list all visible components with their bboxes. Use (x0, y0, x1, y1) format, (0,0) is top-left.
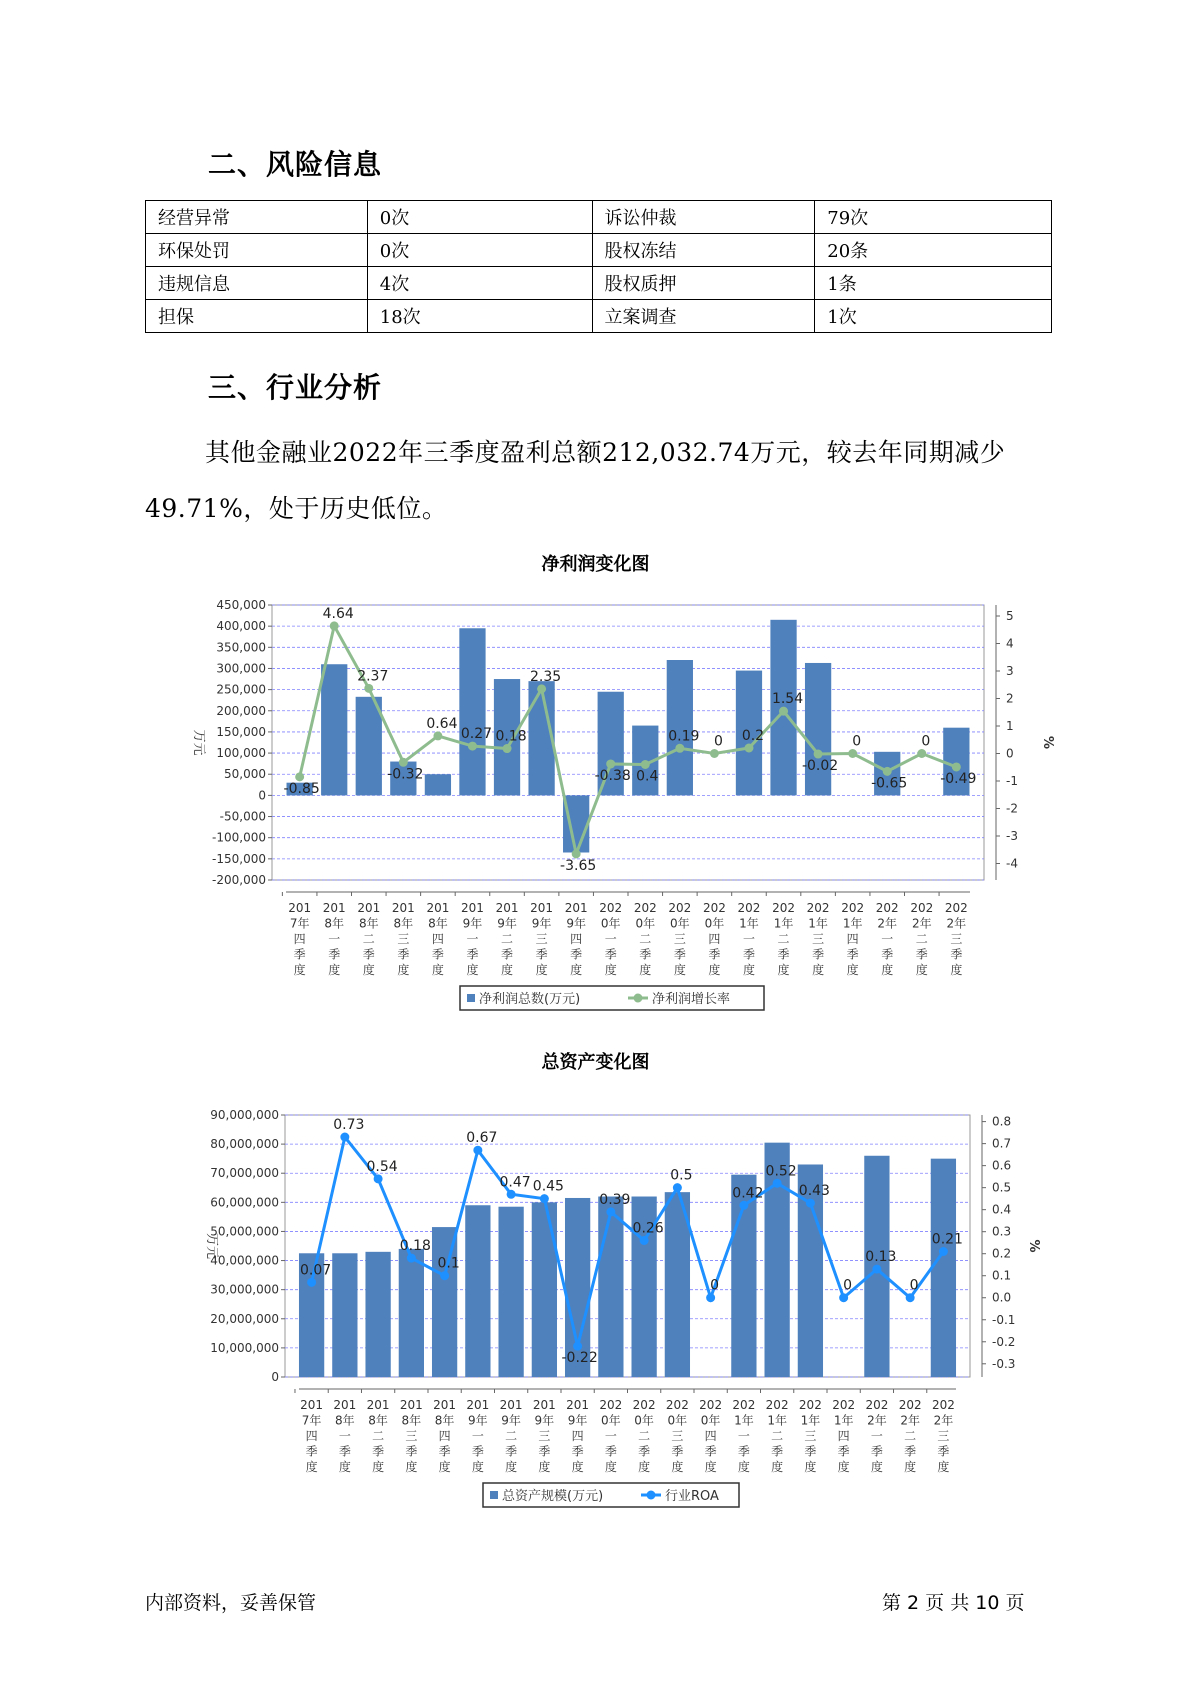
x-tick-label: 202 1年二季度 (765, 1398, 789, 1474)
legend-bar-label: 净利润总数(万元) (479, 992, 581, 1007)
y2-tick-label: 0.0 (992, 1290, 1012, 1305)
x-tick-label: 202 1年二季度 (772, 901, 795, 977)
risk-item-label: 股权冻结 (592, 234, 815, 267)
data-label: 0.47 (499, 1174, 531, 1191)
line-point (364, 684, 373, 693)
line-point (779, 707, 788, 716)
x-tick-label: 201 9年二季度 (495, 901, 519, 977)
x-tick-label: 201 8年二季度 (366, 1398, 390, 1474)
y2-tick-label: 2 (1006, 691, 1014, 706)
y2-tick-label: 3 (1006, 664, 1014, 678)
x-tick-label: 201 9年四季度 (566, 1398, 590, 1474)
y-tick-label: 250,000 (216, 682, 266, 697)
data-label: 0.07 (300, 1262, 332, 1279)
x-tick-label: 202 0年二季度 (633, 901, 657, 977)
x-tick-label: 201 8年三季度 (399, 1398, 423, 1474)
y2-tick-label: 5 (1006, 609, 1014, 623)
line-point (440, 1271, 449, 1280)
data-label: 1.54 (771, 691, 804, 708)
legend-bar-swatch (467, 994, 475, 1002)
data-label: 0.1 (437, 1255, 460, 1272)
line-point (473, 1146, 482, 1155)
y-tick-label: 0 (258, 788, 266, 803)
line-point (407, 1254, 416, 1263)
data-label: 0.43 (798, 1183, 830, 1200)
data-label: 0 (710, 1277, 720, 1294)
line-point (739, 1201, 748, 1210)
section-title-industry: 三、行业分析 (208, 371, 383, 404)
risk-item-value: 0次 (367, 201, 592, 234)
x-tick-label: 202 2年二季度 (898, 1398, 922, 1474)
risk-table-row (146, 234, 1052, 267)
y2-tick-label: -0.1 (992, 1312, 1016, 1327)
line-point (330, 621, 339, 630)
y2-axis-label: % (1026, 1239, 1041, 1253)
line-point (537, 684, 546, 693)
risk-item-value: 1次 (815, 300, 1052, 333)
y-tick-label: 350,000 (216, 640, 266, 655)
y-tick-label: 50,000,000 (210, 1224, 279, 1239)
data-label: 0.26 (632, 1220, 664, 1237)
risk-item-label: 诉讼仲裁 (592, 201, 815, 234)
net-profit-chart (0, 578, 1191, 1007)
bar (598, 1197, 623, 1377)
legend-line-label: 行业ROA (665, 1489, 719, 1504)
x-tick-label: 202 0年三季度 (668, 901, 692, 977)
line-point (806, 1199, 815, 1208)
y2-tick-label: -1 (1006, 774, 1018, 788)
x-tick-label: 201 8年四季度 (433, 1398, 457, 1474)
line-point (773, 1179, 782, 1188)
x-tick-label: 201 8年二季度 (357, 901, 381, 977)
legend-bar-label: 总资产规模(万元) (502, 1489, 604, 1504)
x-tick-label: 202 1年一季度 (732, 1398, 756, 1474)
data-label: 0.27 (460, 726, 493, 743)
data-label: 0.39 (599, 1191, 631, 1208)
line-point (872, 1265, 881, 1274)
bar (399, 1249, 424, 1377)
y2-tick-label: 0.3 (992, 1224, 1012, 1239)
data-label: 0.5 (670, 1167, 693, 1184)
data-label: -0.49 (940, 770, 977, 787)
data-label: -0.85 (283, 780, 320, 797)
y-tick-label: 90,000,000 (210, 1108, 279, 1122)
line-point (710, 749, 719, 758)
x-tick-label: 202 2年一季度 (865, 1398, 889, 1474)
bar (498, 1207, 523, 1377)
line-point (917, 749, 926, 758)
data-label: 0.42 (732, 1185, 764, 1202)
data-label: 0 (713, 733, 723, 750)
data-label: -0.38 (594, 767, 631, 784)
data-label: 0.64 (426, 715, 458, 732)
footer-page-number: 第 2 页 共 10 页 (882, 1592, 1025, 1614)
x-tick-label: 201 9年四季度 (564, 901, 588, 977)
risk-item-label: 股权质押 (592, 267, 815, 300)
data-label: 2.37 (357, 668, 389, 685)
risk-table-row (146, 300, 1052, 333)
section-title-risk: 二、风险信息 (208, 148, 383, 181)
y-tick-label: 200,000 (216, 703, 266, 718)
bar (321, 664, 347, 795)
risk-item-label: 担保 (146, 300, 368, 333)
chart-title-net-profit: 净利润变化图 (541, 554, 650, 575)
y-tick-label: 60,000,000 (210, 1195, 279, 1210)
data-label: 0 (843, 1277, 853, 1294)
data-label: -0.32 (387, 766, 424, 783)
line-point (374, 1174, 383, 1183)
x-tick-label: 201 9年三季度 (532, 1398, 556, 1474)
y-tick-label: 100,000 (216, 746, 266, 761)
x-tick-label: 201 8年三季度 (391, 901, 415, 977)
x-tick-label: 202 0年四季度 (699, 1398, 723, 1474)
x-tick-label: 202 1年三季度 (798, 1398, 822, 1474)
x-tick-label: 202 2年三季度 (931, 1398, 955, 1474)
y2-tick-label: 0.1 (992, 1268, 1012, 1283)
data-label: 0.67 (466, 1130, 498, 1147)
data-label: 0.4 (636, 768, 659, 785)
y-tick-label: 20,000,000 (210, 1311, 279, 1326)
y-tick-label: 30,000,000 (210, 1282, 279, 1297)
y-tick-label: 70,000,000 (210, 1166, 279, 1181)
y-tick-label: -200,000 (212, 873, 266, 887)
y-tick-label: 0 (271, 1370, 279, 1384)
y2-tick-label: 0.8 (992, 1114, 1012, 1129)
x-tick-label: 202 0年四季度 (702, 901, 726, 977)
x-tick-label: 202 0年二季度 (632, 1398, 656, 1474)
data-label: 0.18 (495, 728, 527, 745)
line-point (433, 731, 442, 740)
y-tick-label: 40,000,000 (210, 1253, 279, 1268)
bar (805, 663, 831, 795)
risk-item-value: 1条 (815, 267, 1052, 300)
y-tick-label: 400,000 (216, 619, 266, 634)
y2-tick-label: 0.2 (992, 1246, 1012, 1261)
y2-tick-label: -2 (1006, 801, 1018, 816)
bar (356, 697, 382, 796)
x-tick-label: 202 2年一季度 (875, 901, 899, 977)
footer-note: 内部资料，妥善保管 (145, 1592, 317, 1614)
y2-tick-label: -4 (1006, 856, 1018, 871)
x-tick-label: 202 2年三季度 (944, 901, 968, 977)
y2-tick-label: -0.2 (992, 1334, 1016, 1349)
line-point (507, 1190, 516, 1199)
bar (465, 1205, 490, 1377)
data-label: 0.45 (532, 1178, 564, 1195)
x-tick-label: 201 8年四季度 (426, 901, 450, 977)
y2-tick-label: 1 (1006, 719, 1014, 733)
line-point (744, 744, 753, 753)
y2-tick-label: 0.6 (992, 1158, 1012, 1173)
y-tick-label: 150,000 (216, 724, 266, 739)
bar (332, 1253, 357, 1377)
y-tick-label: 80,000,000 (210, 1137, 279, 1152)
y2-tick-label: 0.5 (992, 1180, 1012, 1195)
data-label: -0.22 (561, 1350, 598, 1367)
x-tick-label: 201 9年一季度 (461, 901, 484, 977)
bar (432, 1227, 460, 1377)
risk-item-label: 违规信息 (146, 267, 368, 300)
industry-paragraph-text: 其他金融业2022年三季度盈利总额212,032.74万元，较去年同期减少49.71%，处于历史低位。 (145, 438, 1006, 523)
line-point (540, 1194, 549, 1203)
chart-title-total-assets: 总资产变化图 (541, 1052, 650, 1073)
risk-item-label: 经营异常 (146, 201, 368, 234)
legend-bar-swatch (490, 1491, 498, 1499)
data-label: 0.13 (865, 1249, 897, 1266)
y-tick-label: 50,000 (224, 767, 266, 782)
y-axis-label: 万元 (191, 729, 206, 756)
legend-line-label: 净利润增长率 (652, 992, 731, 1007)
line-point (606, 1207, 615, 1216)
risk-item-label: 立案调查 (592, 300, 815, 333)
data-label: 0.54 (366, 1158, 398, 1175)
line-point (640, 1236, 649, 1245)
risk-item-value: 0次 (367, 234, 592, 267)
x-tick-label: 201 9年一季度 (466, 1398, 490, 1474)
x-tick-label: 202 1年四季度 (832, 1398, 856, 1474)
bar (532, 1202, 557, 1377)
y-axis-label: 万元 (204, 1232, 219, 1260)
risk-item-value: 4次 (367, 267, 592, 300)
legend (483, 1483, 739, 1507)
x-tick-label: 202 1年四季度 (841, 901, 865, 977)
line-point (673, 1183, 682, 1192)
risk-table-row (146, 201, 1052, 234)
line-point (839, 1293, 848, 1302)
data-label: 0.18 (399, 1238, 431, 1255)
y-tick-label: -50,000 (219, 809, 266, 824)
x-tick-label: 202 0年一季度 (599, 901, 623, 977)
x-tick-label: 202 0年一季度 (599, 1398, 623, 1474)
legend (460, 986, 764, 1010)
bar (425, 774, 451, 795)
line-point (675, 744, 684, 753)
legend-line-marker (634, 994, 643, 1003)
line-point (503, 744, 512, 753)
data-label: -3.65 (560, 857, 597, 874)
y2-tick-label: 0.4 (992, 1202, 1012, 1217)
data-label: 0.52 (765, 1163, 797, 1180)
y2-tick-label: 0.7 (992, 1136, 1012, 1151)
y-tick-label: -100,000 (212, 830, 266, 845)
x-tick-label: 202 1年一季度 (737, 901, 761, 977)
data-label: -0.65 (871, 775, 908, 792)
line-point (706, 1293, 715, 1302)
risk-item-value: 79次 (815, 201, 1052, 234)
total-assets-chart (0, 1075, 1191, 1504)
industry-paragraph (145, 425, 1050, 537)
y-tick-label: 300,000 (216, 661, 266, 676)
y2-tick-label: 4 (1006, 636, 1014, 651)
bar (459, 628, 485, 795)
line-point (848, 749, 857, 758)
x-tick-label: 202 2年二季度 (910, 901, 934, 977)
y-tick-label: -150,000 (212, 851, 266, 866)
y2-tick-label: -0.3 (992, 1356, 1016, 1371)
x-tick-label: 201 8年一季度 (333, 1398, 357, 1474)
data-label: 4.64 (322, 605, 354, 622)
x-tick-label: 201 7年四季度 (288, 901, 312, 977)
x-tick-label: 201 9年二季度 (499, 1398, 523, 1474)
risk-item-value: 18次 (367, 300, 592, 333)
line-point (906, 1293, 915, 1302)
x-tick-label: 201 9年三季度 (530, 901, 554, 977)
y2-tick-label: -3 (1006, 829, 1018, 843)
y-tick-label: 10,000,000 (210, 1340, 279, 1355)
bar (931, 1159, 956, 1377)
line-point (307, 1278, 316, 1287)
data-label: 0.21 (931, 1231, 963, 1248)
risk-item-value: 20条 (815, 234, 1052, 267)
data-label: 0 (852, 733, 862, 750)
bar (365, 1252, 390, 1377)
line-point (340, 1133, 349, 1142)
line-point (939, 1247, 948, 1256)
data-label: 0 (909, 1277, 919, 1294)
risk-table (145, 200, 1052, 333)
y-tick-label: 450,000 (216, 598, 266, 612)
risk-table-row (146, 267, 1052, 300)
data-label: 0.73 (333, 1117, 365, 1134)
x-tick-label: 201 7年四季度 (300, 1398, 324, 1474)
risk-item-label: 环保处罚 (146, 234, 368, 267)
legend-line-marker (647, 1491, 656, 1500)
x-tick-label: 202 1年三季度 (806, 901, 830, 977)
y2-axis-label: % (1040, 735, 1055, 750)
y2-tick-label: 0 (1006, 746, 1014, 761)
data-label: 0 (921, 733, 931, 750)
data-label: 0.19 (668, 728, 700, 745)
data-label: 0.2 (741, 728, 765, 744)
x-tick-label: 201 8年一季度 (322, 901, 346, 977)
line-point (468, 742, 477, 751)
x-tick-label: 202 0年三季度 (665, 1398, 689, 1474)
data-label: 2.35 (530, 668, 562, 685)
data-label: -0.02 (801, 758, 839, 775)
